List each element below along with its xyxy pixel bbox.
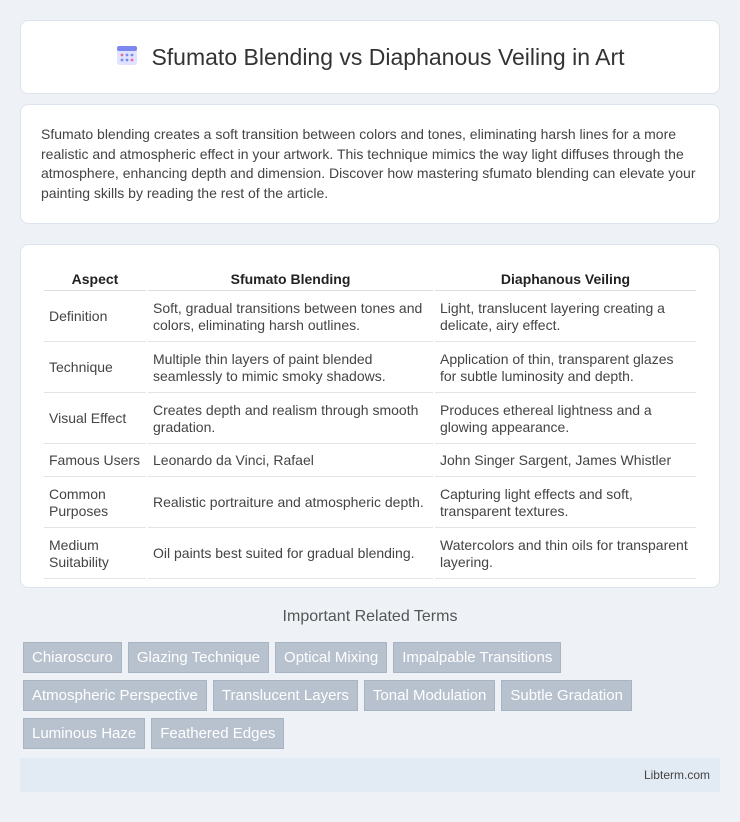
header-sfumato: Sfumato Blending (148, 267, 433, 291)
row-aspect: Visual Effect (44, 395, 146, 444)
row-diaphanous: Application of thin, transparent glazes for subtle luminosity and depth. (435, 344, 696, 393)
row-sfumato: Soft, gradual transitions between tones and colors, eliminating harsh outlines. (148, 293, 433, 342)
tag-feathered-edges[interactable]: Feathered Edges (151, 718, 284, 749)
calendar-grid-icon (115, 43, 139, 72)
table-row (44, 446, 696, 477)
row-sfumato: Multiple thin layers of paint blended seamlessly to mimic smoky shadows. (148, 344, 433, 393)
title-wrap (115, 43, 624, 72)
comparison-table (42, 265, 698, 581)
tag-tonal-modulation[interactable]: Tonal Modulation (364, 680, 495, 711)
tag-list (20, 642, 720, 749)
table-header-row (44, 267, 696, 291)
footer (20, 758, 720, 792)
header-diaphanous: Diaphanous Veiling (435, 267, 696, 291)
row-diaphanous: Light, translucent layering creating a delicate, airy effect. (435, 293, 696, 342)
tag-glazing-technique[interactable]: Glazing Technique (128, 642, 269, 673)
intro-text: Sfumato blending creates a soft transition between colors and tones, eliminating harsh lines for a more realistic and atmospheric effect in your artwork. This technique mimics the way light diffuses through the atmosphere, enhancing depth and dimension. Discover how mastering sfumato blending can elevate your painting skills by reading the rest of the article. (41, 126, 696, 201)
header-aspect: Aspect (44, 267, 146, 291)
header-card (20, 20, 720, 94)
row-diaphanous: Capturing light effects and soft, transparent textures. (435, 479, 696, 528)
row-aspect: Common Purposes (44, 479, 146, 528)
row-diaphanous: Produces ethereal lightness and a glowing appearance. (435, 395, 696, 444)
row-diaphanous: John Singer Sargent, James Whistler (435, 446, 696, 477)
footer-site-link[interactable]: Libterm.com (643, 768, 710, 782)
row-aspect: Technique (44, 344, 146, 393)
row-sfumato: Leonardo da Vinci, Rafael (148, 446, 433, 477)
tag-luminous-haze[interactable]: Luminous Haze (23, 718, 145, 749)
table-row (44, 479, 696, 528)
row-sfumato: Creates depth and realism through smooth gradation. (148, 395, 433, 444)
table-row (44, 395, 696, 444)
tag-impalpable-transitions[interactable]: Impalpable Transitions (393, 642, 561, 673)
comparison-card (20, 244, 720, 588)
intro-card (20, 104, 720, 224)
tag-chiaroscuro[interactable]: Chiaroscuro (23, 642, 122, 673)
table-row (44, 293, 696, 342)
page-title: Sfumato Blending vs Diaphanous Veiling in Art (151, 43, 625, 70)
related-terms-section (20, 608, 720, 749)
row-sfumato: Oil paints best suited for gradual blending. (148, 530, 433, 579)
table-row (44, 530, 696, 579)
row-sfumato: Realistic portraiture and atmospheric depth. (148, 479, 433, 528)
table-row (44, 344, 696, 393)
row-diaphanous: Watercolors and thin oils for transparent layering. (435, 530, 696, 579)
tag-translucent-layers[interactable]: Translucent Layers (213, 680, 358, 711)
row-aspect: Definition (44, 293, 146, 342)
tag-optical-mixing[interactable]: Optical Mixing (275, 642, 387, 673)
row-aspect: Famous Users (44, 446, 146, 477)
tag-atmospheric-perspective[interactable]: Atmospheric Perspective (23, 680, 207, 711)
related-terms-heading: Important Related Terms (282, 608, 458, 625)
row-aspect: Medium Suitability (44, 530, 146, 579)
tag-subtle-gradation[interactable]: Subtle Gradation (501, 680, 632, 711)
